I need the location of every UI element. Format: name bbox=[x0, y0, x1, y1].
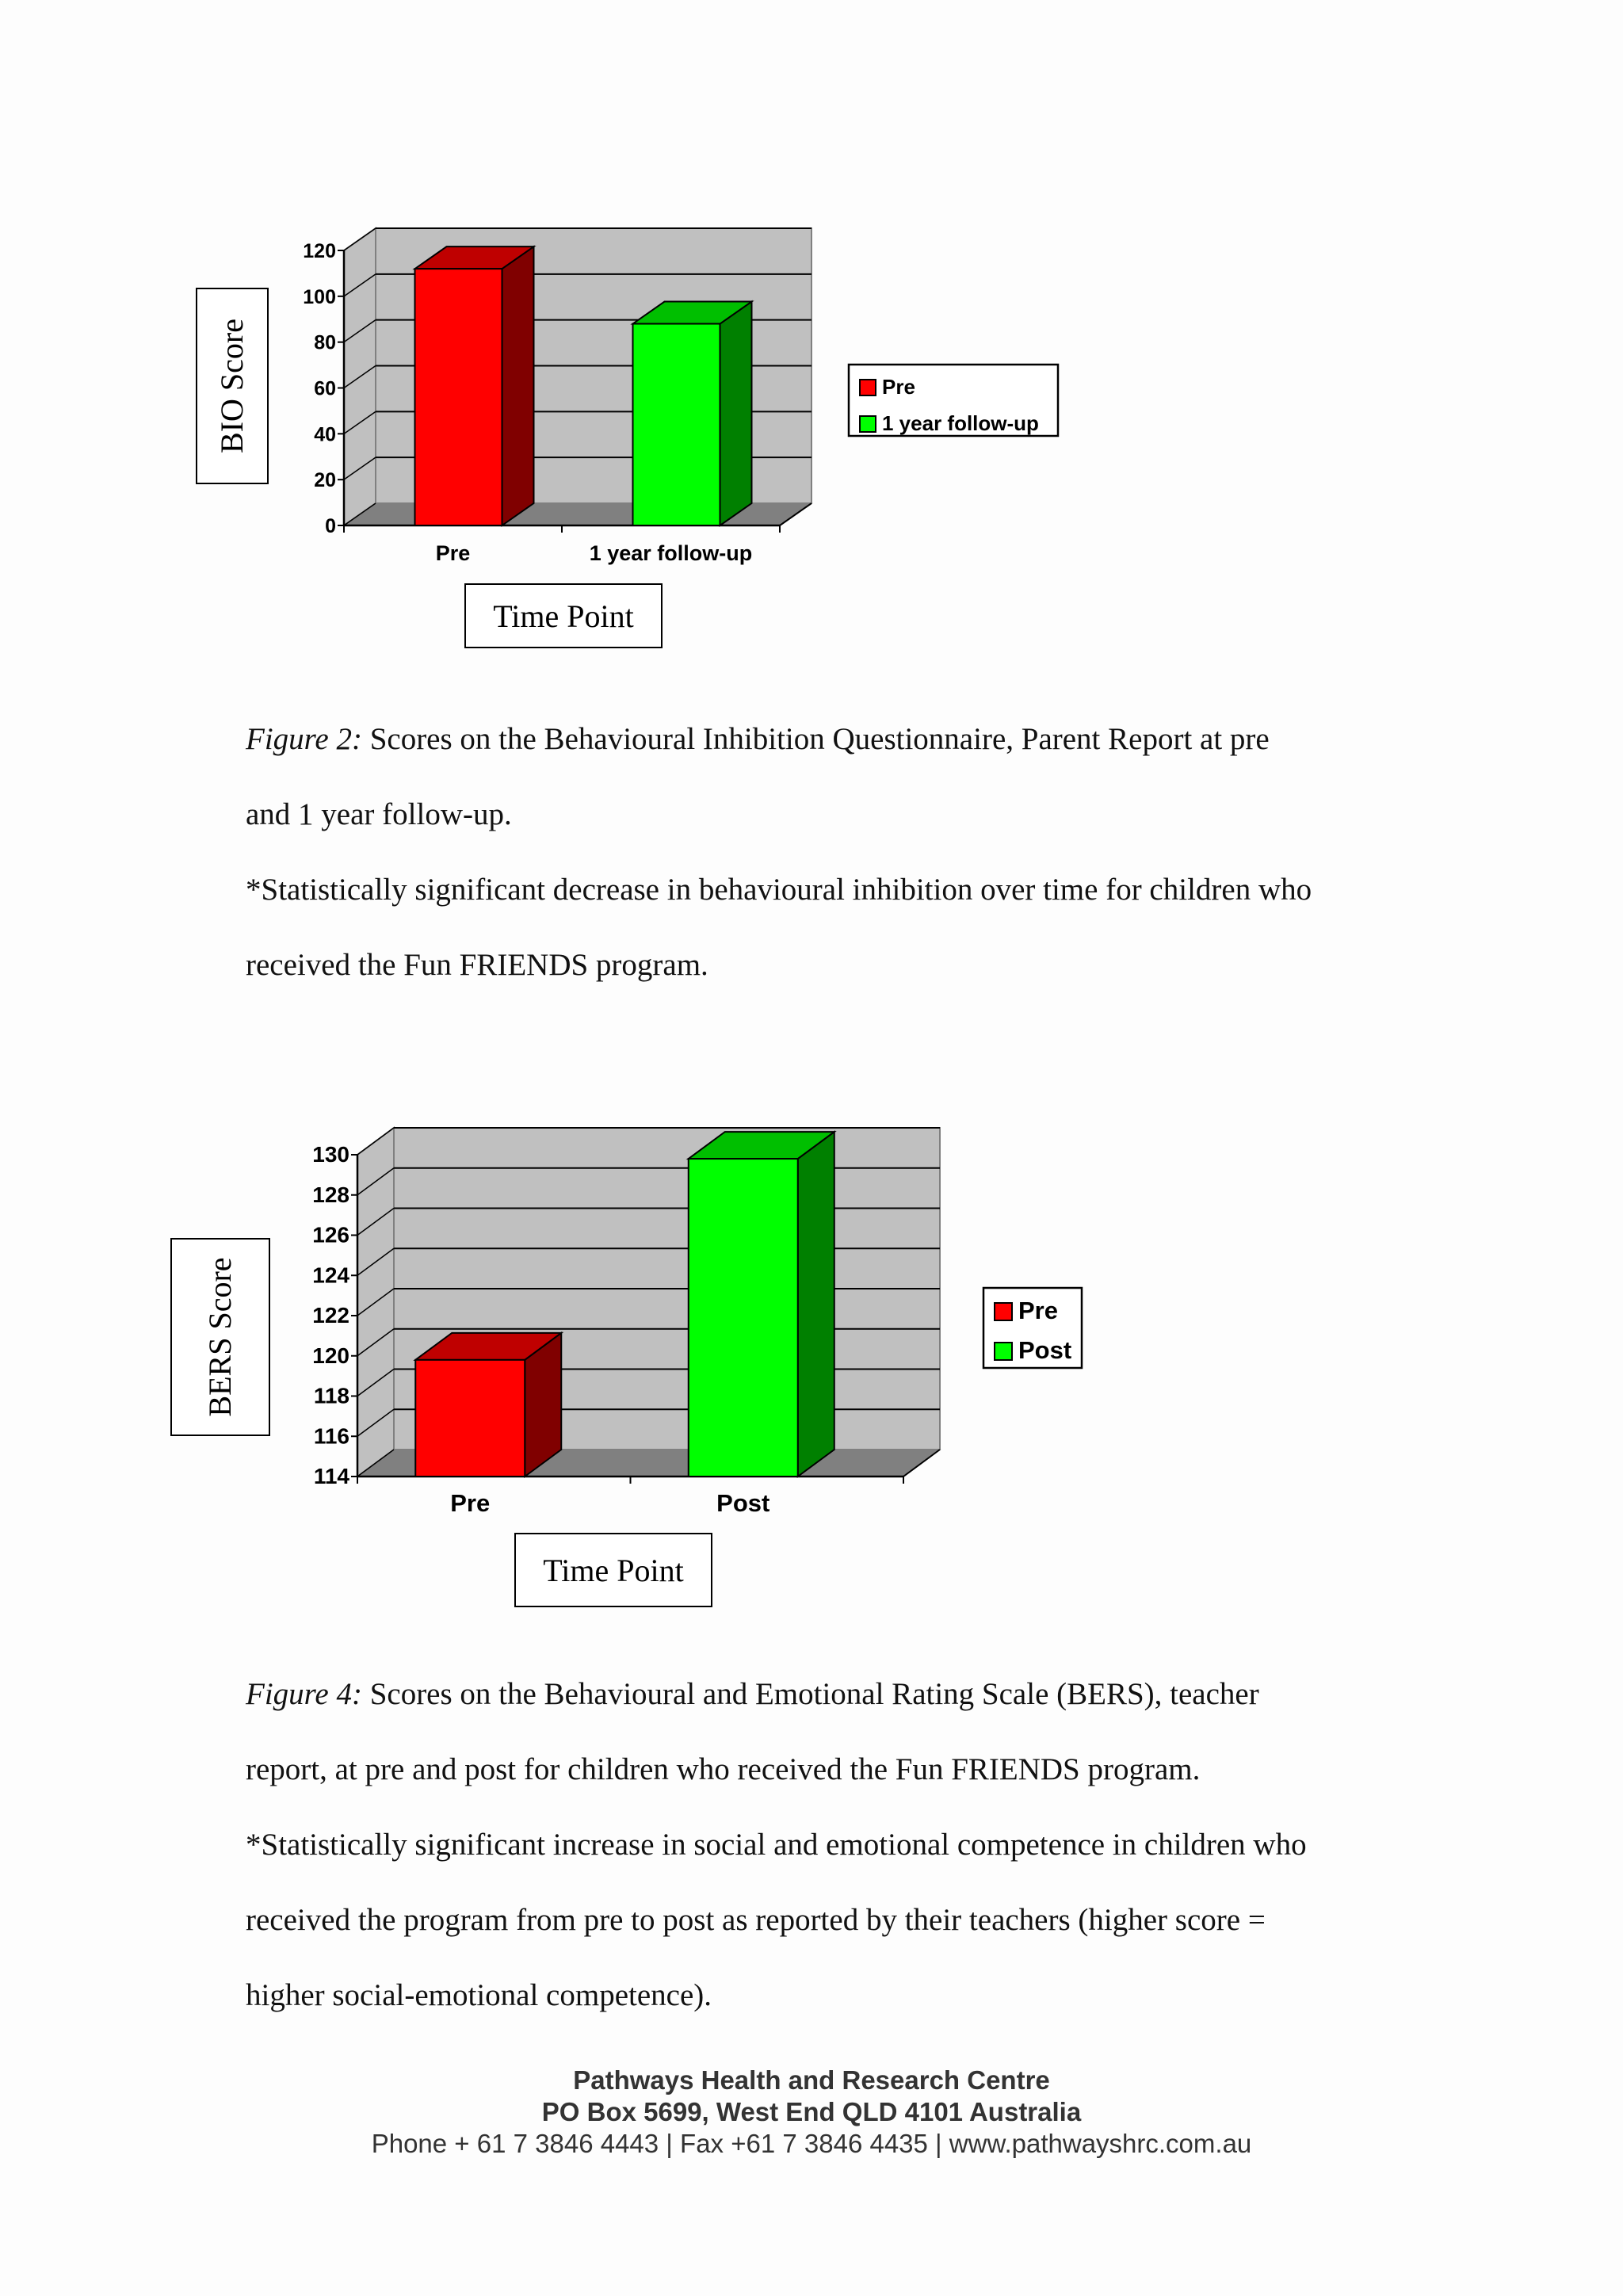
footer-org: Pathways Health and Research Centre bbox=[573, 2065, 1050, 2095]
legend-swatch bbox=[995, 1303, 1012, 1320]
legend-label: Pre bbox=[882, 375, 915, 399]
y-tick-label: 126 bbox=[312, 1222, 349, 1247]
x-category-label: 1 year follow-up bbox=[589, 541, 753, 565]
figure-4-note3: higher social-emotional competence). bbox=[246, 1978, 712, 2012]
bar-pre bbox=[415, 1360, 525, 1477]
figure-2-note1: *Statistically significant decrease in behavioural inhibition over time for children who bbox=[246, 873, 1312, 907]
y-tick-label: 40 bbox=[314, 423, 336, 446]
figure-4-note2: received the program from pre to post as reported by their teachers (higher score = bbox=[246, 1903, 1266, 1937]
legend-label: 1 year follow-up bbox=[882, 411, 1039, 435]
x-category-label: Pre bbox=[450, 1489, 491, 1517]
figure-2-note2: received the Fun FRIENDS program. bbox=[246, 948, 708, 982]
y-tick-label: 122 bbox=[312, 1303, 349, 1328]
y-tick-label: 80 bbox=[314, 331, 336, 354]
y-tick-label: 100 bbox=[303, 285, 336, 308]
legend-label: Post bbox=[1018, 1336, 1072, 1364]
y-tick-label: 116 bbox=[313, 1423, 349, 1449]
x-axis-title: Time Point bbox=[543, 1553, 684, 1588]
y-tick-label: 114 bbox=[313, 1464, 349, 1488]
legend-label: Pre bbox=[1018, 1297, 1058, 1324]
y-tick-label: 128 bbox=[312, 1182, 349, 1207]
figure-4-note1: *Statistically significant increase in social and emotional competence in children who bbox=[246, 1828, 1307, 1862]
y-tick-label: 120 bbox=[303, 240, 336, 262]
figure-2-label: Figure 2: bbox=[246, 722, 362, 756]
y-axis-title: BERS Score bbox=[202, 1257, 238, 1417]
x-category-label: Post bbox=[716, 1489, 770, 1517]
y-tick-label: 120 bbox=[312, 1343, 349, 1368]
bar-side-post bbox=[798, 1132, 834, 1477]
figure-2-caption bbox=[246, 701, 1434, 1003]
legend-swatch bbox=[995, 1343, 1012, 1360]
figure-4-label: Figure 4: bbox=[246, 1677, 362, 1711]
footer-address: PO Box 5699, West End QLD 4101 Australia bbox=[541, 2097, 1082, 2126]
bar-post bbox=[689, 1159, 798, 1477]
y-axis-title: BIO Score bbox=[214, 319, 250, 453]
figure-4-caption bbox=[246, 1656, 1434, 2033]
x-axis-title: Time Point bbox=[493, 598, 634, 634]
y-tick-label: 130 bbox=[312, 1142, 349, 1167]
y-tick-label: 124 bbox=[312, 1263, 349, 1288]
y-tick-label: 0 bbox=[325, 515, 336, 537]
figure-2-text: Scores on the Behavioural Inhibition Questionnaire, Parent Report at pre bbox=[361, 722, 1270, 756]
figure-4-text: Scores on the Behavioural and Emotional Rating Scale (BERS), teacher bbox=[361, 1677, 1259, 1711]
y-tick-label: 60 bbox=[314, 377, 336, 400]
figure-2-line2: and 1 year follow-up. bbox=[246, 797, 512, 831]
x-category-label: Pre bbox=[435, 541, 471, 565]
y-tick-label: 20 bbox=[314, 469, 336, 492]
figure-4-line2: report, at pre and post for children who received the Fun FRIENDS program. bbox=[246, 1752, 1201, 1786]
footer-contact: Phone + 61 7 3846 4443 | Fax +61 7 3846 4435 | www.pathwayshrc.com.au bbox=[371, 2129, 1252, 2158]
page-footer bbox=[0, 2065, 1623, 2160]
y-tick-label: 118 bbox=[313, 1383, 349, 1408]
